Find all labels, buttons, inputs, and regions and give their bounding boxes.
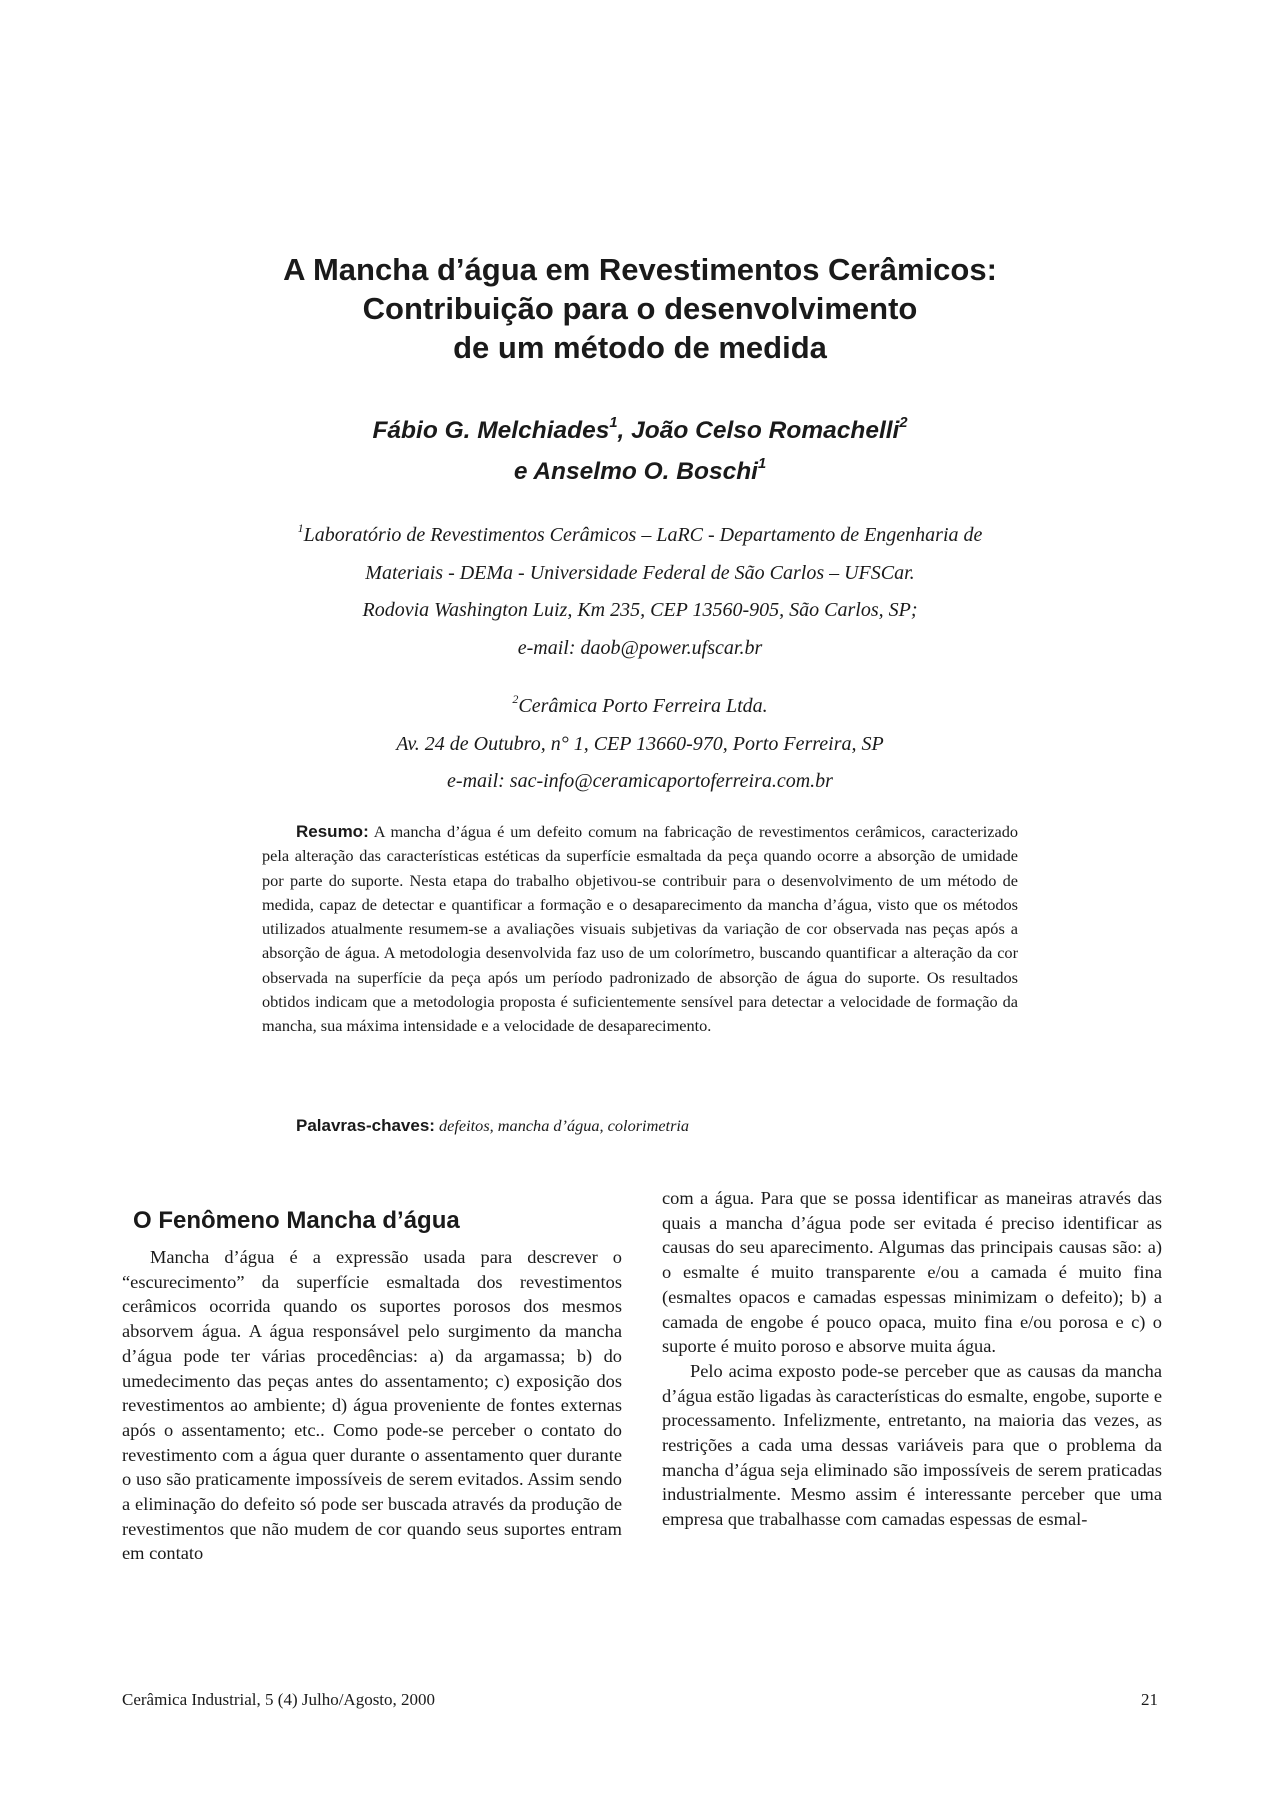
author-affiliation-mark: 1 <box>609 415 618 432</box>
author-name: Fábio G. Melchiades <box>372 417 610 444</box>
affiliation-line: Av. 24 de Outubro, n° 1, CEP 13660-970, Porto Ferreira, SP <box>396 732 884 755</box>
affiliation-line: Rodovia Washington Luiz, Km 235, CEP 13560-905, São Carlos, SP; <box>362 599 918 621</box>
author-list <box>240 410 1040 492</box>
author-affiliation-mark: 1 <box>757 456 767 473</box>
affiliation-line <box>240 517 1040 555</box>
footer-journal: Cerâmica Industrial, 5 (4) Julho/Agosto, 2000 <box>122 1690 436 1709</box>
author-line <box>240 451 1040 492</box>
abstract <box>262 820 1018 1039</box>
affiliation-mark: 2 <box>512 692 519 707</box>
body-paragraph: Pelo acima exposto pode-se perceber que as causas da mancha d’água estão ligadas às características do esmalte, engobe, suporte e processamento. Infelizmente, entretanto, na maioria das vezes, as restrições a cada uma dessas variáveis para que o problema da mancha d’água seja eliminado são impossíveis de serem praticadas industrialmente. Mesmo assim é interessante perceber que uma empresa que trabalhasse com camadas espessas de esmal- <box>662 1360 1162 1530</box>
affiliation-line <box>240 688 1040 726</box>
author-line <box>240 410 1040 451</box>
paper-title <box>240 250 1040 367</box>
affiliation-line: Materiais - DEMa - Universidade Federal de São Carlos – UFSCar. <box>365 561 915 584</box>
abstract-label: Resumo: <box>296 822 369 841</box>
title-line: de um método de medida <box>453 330 827 365</box>
author-separator: , <box>617 417 632 444</box>
affiliation-mark: 1 <box>297 521 304 536</box>
keywords <box>296 1113 1036 1139</box>
author-name: e Anselmo O. Boschi <box>513 458 758 485</box>
body-paragraph: Mancha d’água é a expressão usada para descrever o “escurecimento” da superfície esmaltada dos revestimentos cerâmicos ocorrida quando os suportes porosos dos mesmos absorvem água. A água responsável pelo surgimento da mancha d’água pode ter várias procedências: a) da argamassa; b) do umedecimento das peças antes do assentamento; c) exposição dos revestimentos ao ambiente; d) água proveniente de fontes externas após o assentamento; etc.. Como pode-se perceber o contato do revestimento com a água quer durante o assentamento quer durante o uso são praticamente impossíveis de serem evitados. Assim sendo a eliminação do defeito só pode ser buscada através da produção de revestimentos que não mudem de cor quando seus suportes entram em contato <box>122 1247 622 1564</box>
body-column-right <box>662 1186 1162 1532</box>
author-name: João Celso Romachelli <box>631 417 900 444</box>
keywords-text: defeitos, mancha d’água, colorimetria <box>439 1116 690 1135</box>
affiliation-2 <box>240 688 1040 801</box>
body-paragraph: com a água. Para que se possa identificar as maneiras através das quais a mancha d’água pode ser evitada é preciso identificar as causas do seu aparecimento. Algumas das principais causas são: a) o esmalte é muito transparente e/ou a camada é muito fina (esmaltes opacos e camadas espessas minimizam o defeito); b) a camada de engobe é pouco opaca, muito fina e/ou porosa e c) o suporte é muito poroso e absorve muita água. <box>662 1188 1162 1357</box>
section-heading: O Fenômeno Mancha d’água <box>133 1207 460 1234</box>
author-affiliation-mark: 2 <box>899 415 908 432</box>
affiliation-email: e-mail: daob@power.ufscar.br <box>517 636 763 659</box>
affiliation-email: e-mail: sac-info@ceramicaportoferreira.com.br <box>447 770 833 792</box>
footer-page-number: 21 <box>1141 1690 1158 1709</box>
affiliation-1 <box>240 517 1040 667</box>
abstract-text: A mancha d’água é um defeito comum na fabricação de revestimentos cerâmicos, caracterizado pela alteração das características estéticas da superfície esmaltada da peça quando ocorre a absorção de umidade por parte do suporte. Nesta etapa do trabalho objetivou-se contribuir para o desenvolvimento de um método de medida, capaz de detectar e quantificar a formação e o desaparecimento da mancha d’água, visto que os métodos utilizados atualmente resumem-se a avaliações visuais subjetivas da variação de cor observada nas peças após a absorção de água. A metodologia desenvolvida faz uso de um colorímetro, buscando quantificar a alteração da cor observada na superfície da peça após um período padronizado de absorção de água do suporte. Os resultados obtidos indicam que a metodologia proposta é suficientemente sensível para detectar a velocidade de formação da mancha, sua máxima intensidade e a velocidade de desaparecimento. <box>262 822 1018 1036</box>
keywords-label: Palavras-chaves: <box>296 1116 435 1135</box>
title-line: Contribuição para o desenvolvimento <box>362 291 918 326</box>
title-line: A Mancha d’água em Revestimentos Cerâmicos: <box>283 252 997 287</box>
body-column-left <box>122 1245 622 1566</box>
affiliation-text: Cerâmica Porto Ferreira Ltda. <box>518 695 768 717</box>
affiliation-text: Laboratório de Revestimentos Cerâmicos – LaRC - Departamento de Engenharia de <box>303 524 983 546</box>
